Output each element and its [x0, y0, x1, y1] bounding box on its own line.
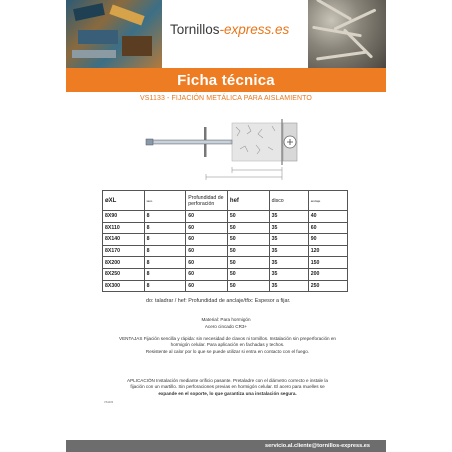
table-cell: 8	[144, 257, 186, 269]
table-row	[103, 268, 348, 280]
col-header-depth: Profundidad de perforación	[186, 191, 228, 211]
table-cell: 35	[269, 245, 308, 257]
table-body	[103, 211, 348, 292]
table-cell: 50	[227, 234, 269, 246]
table-row	[103, 245, 348, 257]
table-cell: 60	[186, 211, 228, 223]
table-cell: 60	[186, 234, 228, 246]
table-cell: 35	[269, 268, 308, 280]
table-cell: 8	[144, 268, 186, 280]
table-cell: 8	[144, 280, 186, 292]
table-legend: do: taladrar / hef: Profundidad de anclaje/tfix: Espesor a fijar.	[146, 298, 291, 304]
header-banner	[66, 0, 386, 68]
ventajas-line-2: hormigón celular. Para aplicación en fachadas y techos.	[170, 342, 285, 348]
title-bar	[66, 68, 386, 92]
table-cell: 8X200	[103, 257, 145, 269]
col-header-hef: hef	[227, 191, 269, 211]
table-cell: 35	[269, 234, 308, 246]
tools-photo	[66, 0, 162, 68]
table-cell: 8X170	[103, 245, 145, 257]
table-cell: 8X140	[103, 234, 145, 246]
table-cell: 50	[227, 211, 269, 223]
table-cell: 8	[144, 222, 186, 234]
ventajas-line-1: VENTAJAS Fijación sencilla y rápida: sin necesidad de clavos ni tornillos. Instalación sin preperforación en	[119, 336, 336, 341]
logo-text-main: Tornillos	[170, 22, 220, 37]
col-header-taco: taco	[144, 191, 186, 211]
table-cell: 35	[269, 280, 308, 292]
table-cell: 50	[227, 257, 269, 269]
logo-area	[162, 0, 308, 68]
table-cell: 8X300	[103, 280, 145, 292]
logo-text-accent: -express.es	[219, 22, 290, 37]
table-cell: 50	[227, 280, 269, 292]
reference-code: VS1133	[104, 401, 114, 404]
aplicacion-line-2: fijación con un martillo. Sin perforaciones previas en hormigón celular. El acero para muelles se	[130, 384, 325, 390]
material-line-1: Material: Para hormigón	[201, 317, 251, 322]
table-cell: 35	[269, 211, 308, 223]
table-cell: 60	[186, 257, 228, 269]
table-row	[103, 257, 348, 269]
ventajas-section	[105, 336, 350, 355]
table-cell: 50	[227, 222, 269, 234]
table-cell: 35	[269, 222, 308, 234]
product-subtitle: VS1133 - FIJACIÓN METÁLICA PARA AISLAMIENTO	[140, 95, 312, 102]
table-row	[103, 234, 348, 246]
table-cell: 40	[308, 211, 347, 223]
table-cell: 120	[308, 245, 347, 257]
table-row	[103, 222, 348, 234]
table-cell: 8	[144, 211, 186, 223]
table-row	[103, 280, 348, 292]
table-cell: 60	[186, 245, 228, 257]
table-row	[103, 211, 348, 223]
table-cell: 50	[227, 268, 269, 280]
aplicacion-line-3: expande en el soporte, lo que garantiza una instalación segura.	[158, 390, 297, 396]
aplicacion-section	[105, 378, 350, 397]
table-cell: 150	[308, 257, 347, 269]
table-cell: 8	[144, 234, 186, 246]
table-cell: 250	[308, 280, 347, 292]
table-header-row	[103, 191, 348, 211]
col-header-disco: disco	[269, 191, 308, 211]
col-header-anclaje: anclaje	[308, 191, 347, 211]
screws-photo	[308, 0, 386, 68]
ventajas-line-3: Resistente al calor por lo que se puede utilizar si entra en contacto con el fuego.	[145, 348, 310, 354]
table-cell: 60	[186, 268, 228, 280]
table-cell: 50	[227, 245, 269, 257]
table-cell: 60	[308, 222, 347, 234]
table-cell: 60	[186, 222, 228, 234]
table-cell: 200	[308, 268, 347, 280]
table-cell: 8X110	[103, 222, 145, 234]
table-cell: 60	[186, 280, 228, 292]
aplicacion-line-1: APLICACIÓN Instalación mediante orificio pasante. Pretaladre con el diámetro correcto e instale la	[127, 378, 328, 383]
brand-logo[interactable]	[170, 22, 289, 37]
footer-email-link[interactable]: servicio.al.cliente@tornillos-express.es	[265, 443, 370, 449]
table-cell: 90	[308, 234, 347, 246]
table-cell: 35	[269, 257, 308, 269]
page-title: Ficha técnica	[177, 71, 275, 89]
table-cell: 8X250	[103, 268, 145, 280]
table-cell: 8X90	[103, 211, 145, 223]
footer-bar	[66, 440, 386, 452]
material-line-2: Acero cincado CR3+	[204, 324, 248, 329]
table-cell: 8	[144, 245, 186, 257]
col-header-diameter: øXL	[103, 191, 145, 211]
product-technical-drawing	[144, 115, 319, 185]
specifications-table	[102, 190, 348, 292]
